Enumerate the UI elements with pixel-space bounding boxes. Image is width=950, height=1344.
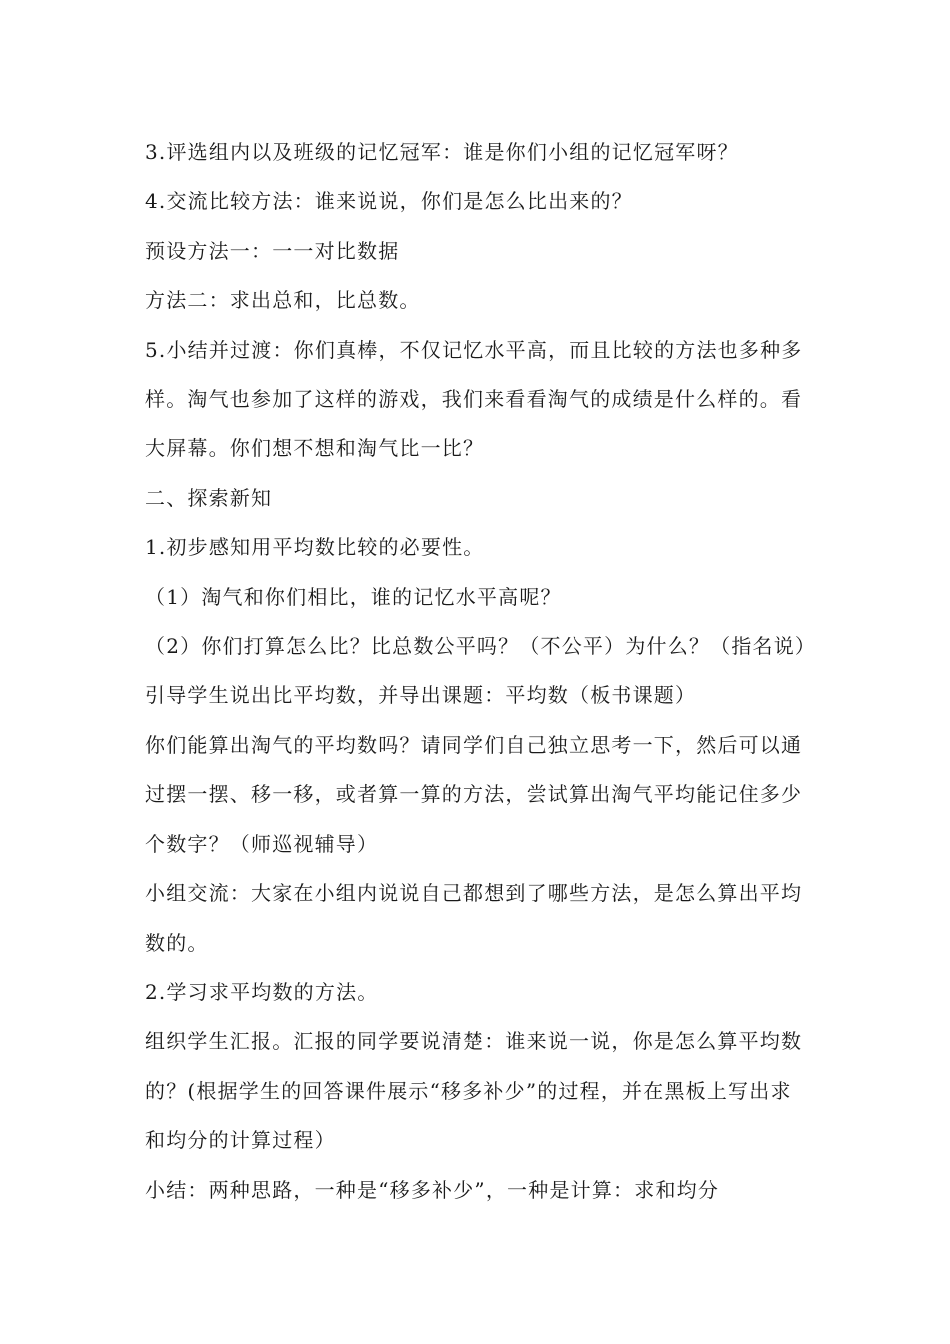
paragraph-summary-transition: 5.小结并过渡：你们真棒，不仅记忆水平高，而且比较的方法也多种多样。淘气也参加了这样的游戏，我们来看看淘气的成绩是什么样的。看大屏幕。你们想不想和淘气比一比？ [145,337,803,461]
paragraph-select-champion: 3.评选组内以及班级的记忆冠军：谁是你们小组的记忆冠军呀？ [145,140,739,164]
paragraph-initial-perception: 1.初步感知用平均数比较的必要性。 [145,535,485,560]
paragraph-question-1: （1）淘气和你们相比，谁的记忆水平高呢？ [145,584,562,609]
paragraph-conclusion: 小结：两种思路，一种是“移多补少”，一种是计算：求和均分 [145,1177,720,1202]
paragraph-learn-method: 2.学习求平均数的方法。 [145,979,379,1004]
paragraph-group-discussion: 小组交流：大家在小组内说说自己都想到了哪些方法，是怎么算出平均数的。 [145,881,803,955]
paragraph-question-2: （2）你们打算怎么比？比总数公平吗？（不公平）为什么？（指名说）引导学生说出比平均数，并导出课题：平均数（板书课题） [145,634,807,708]
paragraph-calculate-average: 你们能算出淘气的平均数吗？请同学们自己独立思考一下，然后可以通过摆一摆、移一移，或者算一算的方法，尝试算出淘气平均能记住多少个数字？（师巡视辅导） [145,732,803,856]
document-body [145,128,810,1215]
paragraph-method-two: 方法二：求出总和，比总数。 [145,288,421,313]
paragraph-compare-methods: 4.交流比较方法：谁来说说，你们是怎么比出来的？ [145,189,633,214]
paragraph-method-one: 预设方法一：一一对比数据 [145,238,400,263]
paragraph-student-report: 组织学生汇报。汇报的同学要说清楚：谁来说一说，你是怎么算平均数的？(根据学生的回答课件展示“移多补少”的过程，并在黑板上写出求和均分的计算过程） [145,1029,803,1153]
section-heading-explore: 二、探索新知 [145,485,273,510]
